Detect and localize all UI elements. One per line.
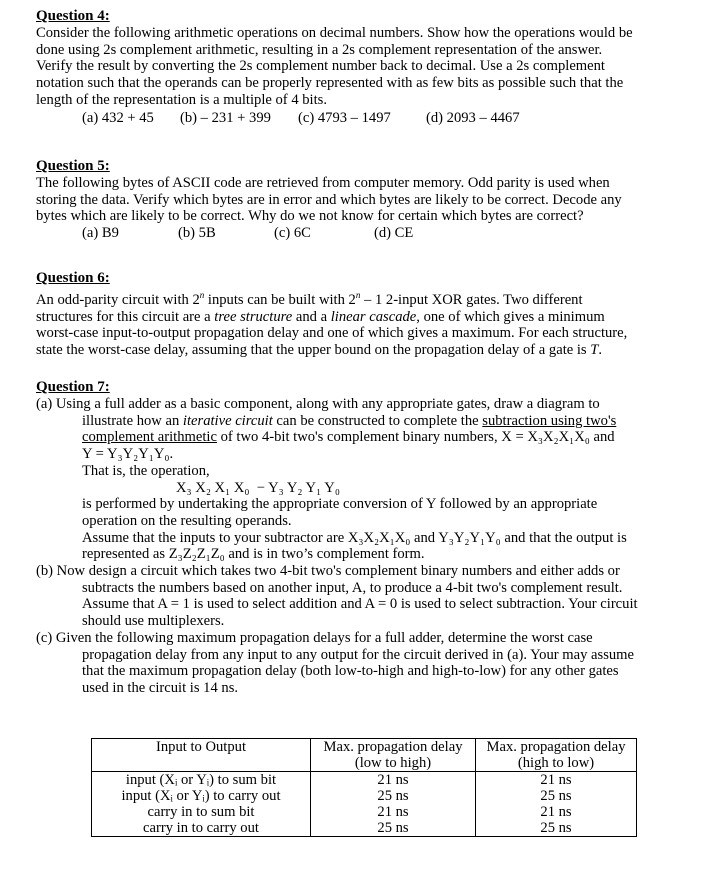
- row-hl-value: 21 ns: [540, 772, 572, 788]
- table-header-row: [92, 739, 637, 772]
- row-hl-value: 21 ns: [540, 804, 572, 820]
- q5-line-3: bytes which are likely to be correct. Why do we not know for certain which bytes are correct?: [36, 208, 584, 225]
- q4-line-4: notation such that the operands can be properly represented with as few bits as possible such that the: [36, 75, 624, 92]
- row-lh-value: 21 ns: [377, 804, 409, 820]
- q7a-line-9: Assume that the inputs to your subtractor are X₃X₂X₁X₀ and Y₃Y₂Y₁Y₀ and that the output is: [82, 529, 627, 546]
- q7c-line-3: that the maximum propagation delay (both low-to-high and high-to-low) for any other gates: [82, 663, 619, 680]
- q4-line-3: Verify the result by converting the 2s complement number back to decimal. Use a 2s complement: [36, 58, 605, 75]
- q7a-operation: X₃ X₂ X₁ X₀ − Y₃ Y₂ Y₁ Y₀: [176, 479, 340, 496]
- q6-line-4: state the worst-case delay, assuming that the upper bound on the propagation delay of a gate is T.: [36, 341, 603, 358]
- q6-line-3: worst-case input-to-output propagation delay and one of which gives a maximum. For each structure,: [36, 325, 628, 342]
- q5-option-d: (d) CE: [374, 225, 414, 242]
- q7a-line-1: (a) Using a full adder as a basic component, along with any appropriate gates, draw a diagram to: [36, 396, 600, 412]
- q5-option-a: (a) B9: [82, 225, 119, 242]
- header-low-to-high: Max. propagation delay (low to high): [311, 739, 476, 772]
- q7a-line-7: is performed by undertaking the appropriate conversion of Y followed by an appropriate: [82, 496, 598, 513]
- question-4-title: Question 4:: [36, 8, 110, 24]
- q5-line-1: The following bytes of ASCII code are retrieved from computer memory. Odd parity is used when: [36, 175, 610, 191]
- question-7-title: Question 7:: [36, 379, 110, 395]
- q4-line-2: done using 2s complement arithmetic, resulting in a 2s complement representation of the answer.: [36, 41, 603, 58]
- row-lh-value: 21 ns: [377, 772, 409, 788]
- q7a-line-10: represented as Z₃Z₂Z₁Z₀ and is in two’s complement form.: [82, 546, 425, 563]
- table-labels-cell: [92, 772, 311, 837]
- q7a-line-3: complement arithmetic of two 4-bit two's complement binary numbers, X = X₃X₂X₁X₀ and: [82, 429, 615, 446]
- q4-options: [36, 110, 696, 127]
- question-4: [36, 8, 696, 126]
- q5-options: [36, 225, 696, 242]
- header-input-to-output: Input to Output: [92, 739, 311, 772]
- q4-option-b: (b) – 231 + 399: [180, 109, 271, 126]
- question-6: [36, 270, 696, 359]
- q7b-line-1: (b) Now design a circuit which takes two 4-bit two's complement binary numbers and either adds or: [36, 563, 620, 580]
- q5-line-2: storing the data. Verify which bytes are in error and which bytes are likely to be correct. Decode any: [36, 191, 622, 208]
- question-6-title: Question 6:: [36, 270, 110, 286]
- q5-option-b: (b) 5B: [178, 225, 216, 242]
- q7c-line-4: used in the circuit is 14 ns.: [82, 679, 239, 696]
- row-hl-value: 25 ns: [540, 820, 572, 836]
- question-5: [36, 158, 696, 242]
- q4-line-5: length of the representation is a multiple of 4 bits.: [36, 91, 327, 108]
- q4-option-d: (d) 2093 – 4467: [426, 109, 520, 126]
- q7a-line-8: operation on the resulting operands.: [82, 512, 292, 529]
- q7a-line-2: illustrate how an iterative circuit can be constructed to complete the subtraction using two's: [82, 412, 617, 429]
- q7b-line-4: should use multiplexers.: [82, 613, 225, 630]
- question-5-title: Question 5:: [36, 158, 110, 174]
- q4-option-a: (a) 432 + 45: [82, 109, 154, 126]
- header-high-to-low: Max. propagation delay (high to low): [476, 739, 637, 772]
- q4-line-1: Consider the following arithmetic operations on decimal numbers. Show how the operations would be: [36, 25, 633, 41]
- table-high-to-low-cell: [476, 772, 637, 837]
- row-label: carry in to sum bit: [147, 804, 255, 820]
- propagation-delay-table: [91, 738, 637, 837]
- row-label: input (Xᵢ or Yᵢ) to sum bit: [125, 772, 277, 788]
- row-label: carry in to carry out: [143, 820, 259, 836]
- q7a-line-5: That is, the operation,: [82, 462, 210, 479]
- question-7: [36, 379, 696, 697]
- row-label: input (Xᵢ or Yᵢ) to carry out: [121, 788, 281, 804]
- q6-line-2: structures for this circuit are a tree structure and a linear cascade, one of which gives a minimum: [36, 308, 605, 325]
- q7c-line-2: propagation delay from any input to any output for the circuit derived in (a). Your may assume: [82, 646, 634, 663]
- row-lh-value: 25 ns: [377, 788, 409, 804]
- q4-option-c: (c) 4793 – 1497: [298, 109, 391, 126]
- q7a-line-4: Y = Y₃Y₂Y₁Y₀.: [82, 446, 174, 463]
- q7b-line-3: Assume that A = 1 is used to select addition and A = 0 is used to select subtraction. Your circuit: [82, 596, 638, 613]
- q7b-line-2: subtracts the numbers based on another input, A, to produce a 4-bit two's complement result.: [82, 579, 623, 596]
- q7c-line-1: (c) Given the following maximum propagation delays for a full adder, determine the worst case: [36, 629, 593, 646]
- row-hl-value: 25 ns: [540, 788, 572, 804]
- table-body-row: [92, 772, 637, 837]
- q5-option-c: (c) 6C: [274, 225, 311, 242]
- row-lh-value: 25 ns: [377, 820, 409, 836]
- table-low-to-high-cell: [311, 772, 476, 837]
- q6-line-1: An odd-parity circuit with 2$^n$ inputs can be built with 2$^n$ – 1 2-input XOR gates. Two different: [36, 290, 583, 308]
